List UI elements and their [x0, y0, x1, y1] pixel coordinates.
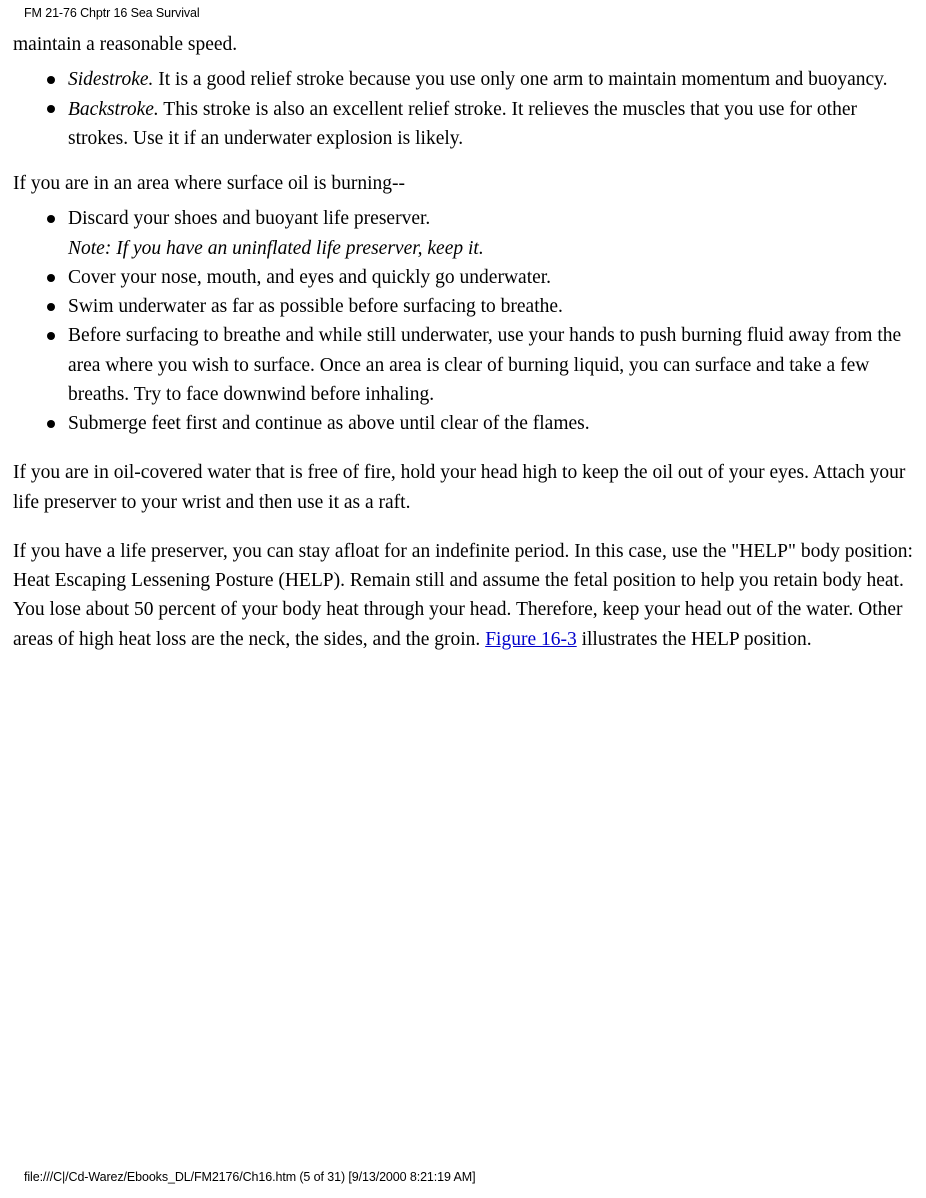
list-item: [13, 204, 913, 233]
bullet-text: Before surfacing to breathe and while still underwater, use your hands to push burning fluid away from the area where you wish to surface. Once an area is clear of burning liquid, you can surface and take a few breaths. Try to face downwind before inhaling.: [68, 325, 902, 405]
list-item: [13, 95, 913, 154]
continued-sentence: maintain a reasonable speed.: [13, 34, 238, 55]
help-position-paragraph: [13, 537, 913, 654]
list-item: [13, 321, 913, 409]
stroke-term: Sidestroke.: [68, 69, 154, 91]
list-item: [13, 409, 913, 438]
list-item: [13, 292, 913, 321]
figure-16-3-link[interactable]: Figure 16-3: [485, 628, 577, 650]
stroke-text: This stroke is also an excellent relief stroke. It relieves the muscles that you use for other strokes. Use it if an underwater explosion is likely.: [68, 98, 857, 149]
bullet-dot-icon: [47, 274, 55, 282]
burning-oil-bullet-list: [13, 204, 913, 233]
note-text: Note: If you have an uninflated life preserver, keep it.: [68, 237, 484, 259]
bullet-dot-icon: [47, 76, 55, 84]
burning-oil-intro: If you are in an area where surface oil is burning--: [13, 173, 405, 194]
bullet-dot-icon: [47, 303, 55, 311]
stroke-text: It is a good relief stroke because you use only one arm to maintain momentum and buoyancy.: [153, 69, 888, 91]
stroke-term: Backstroke.: [68, 98, 159, 120]
oil-covered-water-paragraph: If you are in oil-covered water that is free of fire, hold your head high to keep the oil out of your eyes. Attach your life preserver to your wrist and then use it as a raft.: [13, 462, 906, 513]
page-header-title: FM 21-76 Chptr 16 Sea Survival: [24, 6, 200, 20]
document-body: [13, 30, 913, 654]
help-text-after-link: illustrates the HELP position.: [576, 628, 812, 650]
bullet-dot-icon: [47, 420, 55, 428]
page-footer-path: file:///C|/Cd-Warez/Ebooks_DL/FM2176/Ch16.htm (5 of 31) [9/13/2000 8:21:19 AM]: [24, 1170, 476, 1184]
list-item: [13, 65, 913, 94]
bullet-dot-icon: [47, 215, 55, 223]
bullet-dot-icon: [47, 105, 55, 113]
burning-oil-bullet-list-continued: [13, 263, 913, 439]
help-text-before-link: If you have a life preserver, you can stay afloat for an indefinite period. In this case, use the "HELP" body position: Heat Escaping Lessening Posture (HELP). Remain still and assume the fetal position to help you retain body heat. You lose about 50 percent of your body heat through your head. Therefore, keep your head out of the water. Other areas of high heat loss are the neck, the sides, and the groin.: [13, 540, 913, 650]
bullet-text: Swim underwater as far as possible before surfacing to breathe.: [68, 296, 563, 317]
bullet-dot-icon: [47, 332, 55, 340]
bullet-text: Cover your nose, mouth, and eyes and quickly go underwater.: [68, 266, 552, 288]
stroke-bullet-list: [13, 65, 913, 153]
bullet-text: Submerge feet first and continue as above until clear of the flames.: [68, 413, 590, 434]
list-item: [13, 263, 913, 292]
bullet-text: Discard your shoes and buoyant life preserver.: [68, 208, 431, 230]
